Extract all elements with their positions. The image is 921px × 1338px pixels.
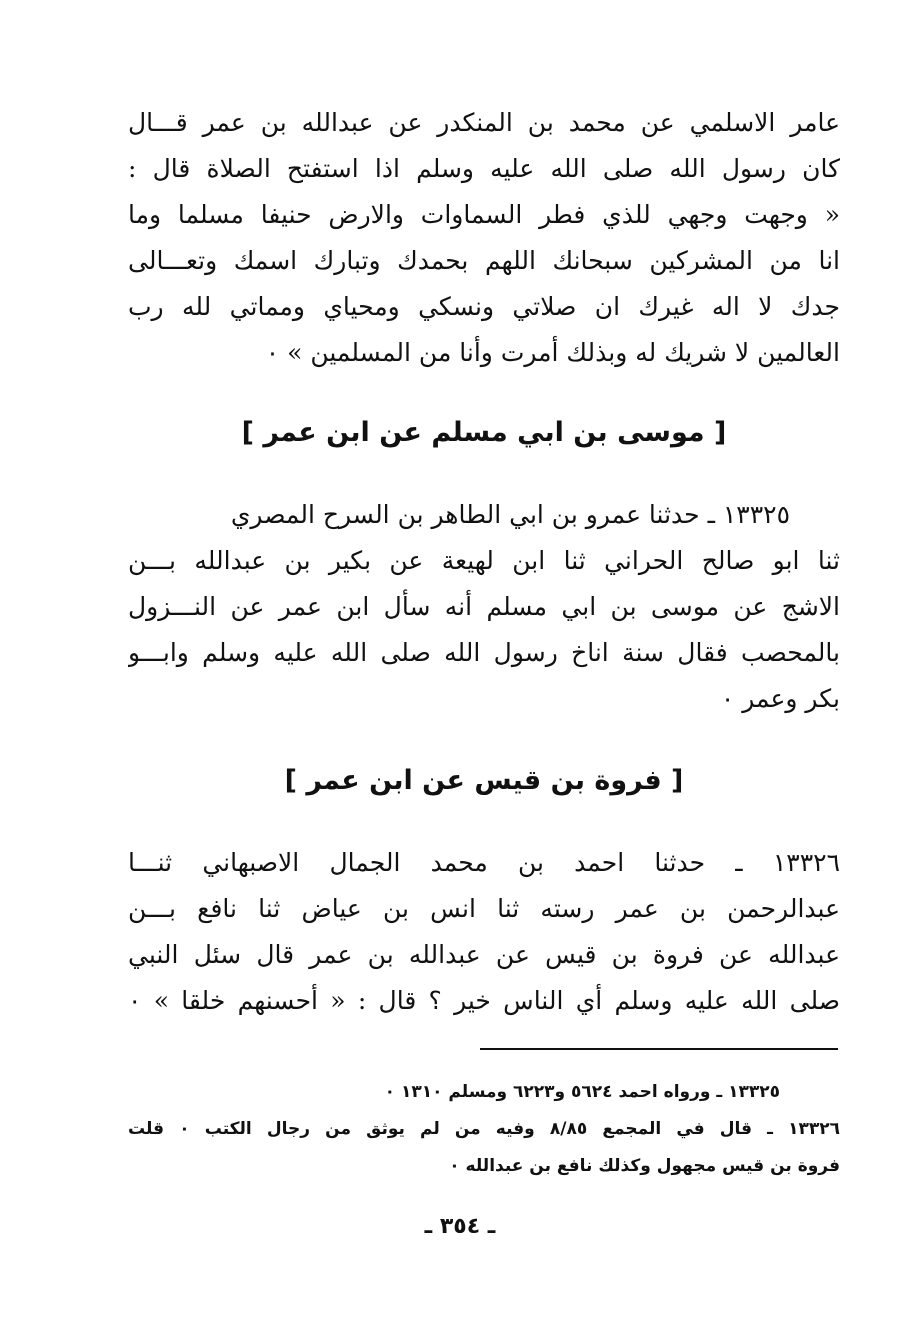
text-line: انا من المشركين سبحانك اللهم بحمدك وتبارك اسمك وتعـــالى bbox=[128, 246, 840, 275]
text-line: بالمحصب فقال سنة اناخ رسول الله صلى الله عليه وسلم وابـــو bbox=[128, 638, 840, 667]
text-line: الاشج عن موسى بن ابي مسلم أنه سأل ابن عمر عن النـــزول bbox=[128, 592, 840, 621]
footnote-line: فروة بن قيس مجهول وكذلك نافع بن عبدالله ٠ bbox=[449, 1156, 840, 1176]
paragraph-3 bbox=[128, 840, 840, 1024]
text-line: بكر وعمر ٠ bbox=[720, 684, 840, 713]
section-heading-1: [ موسى بن ابي مسلم عن ابن عمر ] bbox=[241, 417, 727, 448]
text-line: كان رسول الله صلى الله عليه وسلم اذا استفتح الصلاة قال : bbox=[128, 154, 840, 183]
text-line: العالمين لا شريك له وبذلك أمرت وأنا من المسلمين » ٠ bbox=[265, 338, 840, 367]
text-line: عبدالله عن فروة بن قيس عن عبدالله بن عمر قال سئل النبي bbox=[128, 940, 840, 969]
text-line: ١٣٣٢٦ ـ حدثنا احمد بن محمد الجمال الاصبهاني ثنـــا bbox=[128, 848, 840, 877]
text-line: عبدالرحمن بن عمر رسته ثنا انس بن عياض ثنا نافع بـــن bbox=[128, 894, 840, 923]
paragraph-2 bbox=[128, 492, 840, 722]
text-line: « وجهت وجهي للذي فطر السماوات والارض حنيفا مسلما وما bbox=[128, 200, 840, 229]
text-line: ١٣٣٢٥ ـ حدثنا عمرو بن ابي الطاهر بن السرح المصري bbox=[230, 500, 790, 529]
section-heading-2: [ فروة بن قيس عن ابن عمر ] bbox=[284, 765, 684, 796]
text-line: جدك لا اله غيرك ان صلاتي ونسكي ومحياي ومماتي لله رب bbox=[128, 292, 840, 321]
footnote-line: ١٣٣٢٥ ـ ورواه احمد ٥٦٢٤ و٦٢٢٣ ومسلم ١٣١٠ ٠ bbox=[384, 1082, 780, 1102]
text-line: ثنا ابو صالح الحراني ثنا ابن لهيعة عن بكير بن عبدالله بـــن bbox=[128, 546, 840, 575]
footnote-separator bbox=[480, 1048, 838, 1050]
paragraph-1 bbox=[128, 100, 840, 376]
footnote-line: ١٣٣٢٦ ـ قال في المجمع ٨/٨٥ وفيه من لم يوثق من رجال الكتب ٠ قلت bbox=[128, 1119, 840, 1139]
page-number: ـ ٣٥٤ ـ bbox=[424, 1214, 496, 1239]
text-line: عامر الاسلمي عن محمد بن المنكدر عن عبدالله بن عمر قـــال bbox=[128, 108, 840, 137]
footnotes bbox=[128, 1074, 840, 1185]
text-line: صلى الله عليه وسلم أي الناس خير ؟ قال : « أحسنهم خلقا » ٠ bbox=[128, 986, 840, 1015]
